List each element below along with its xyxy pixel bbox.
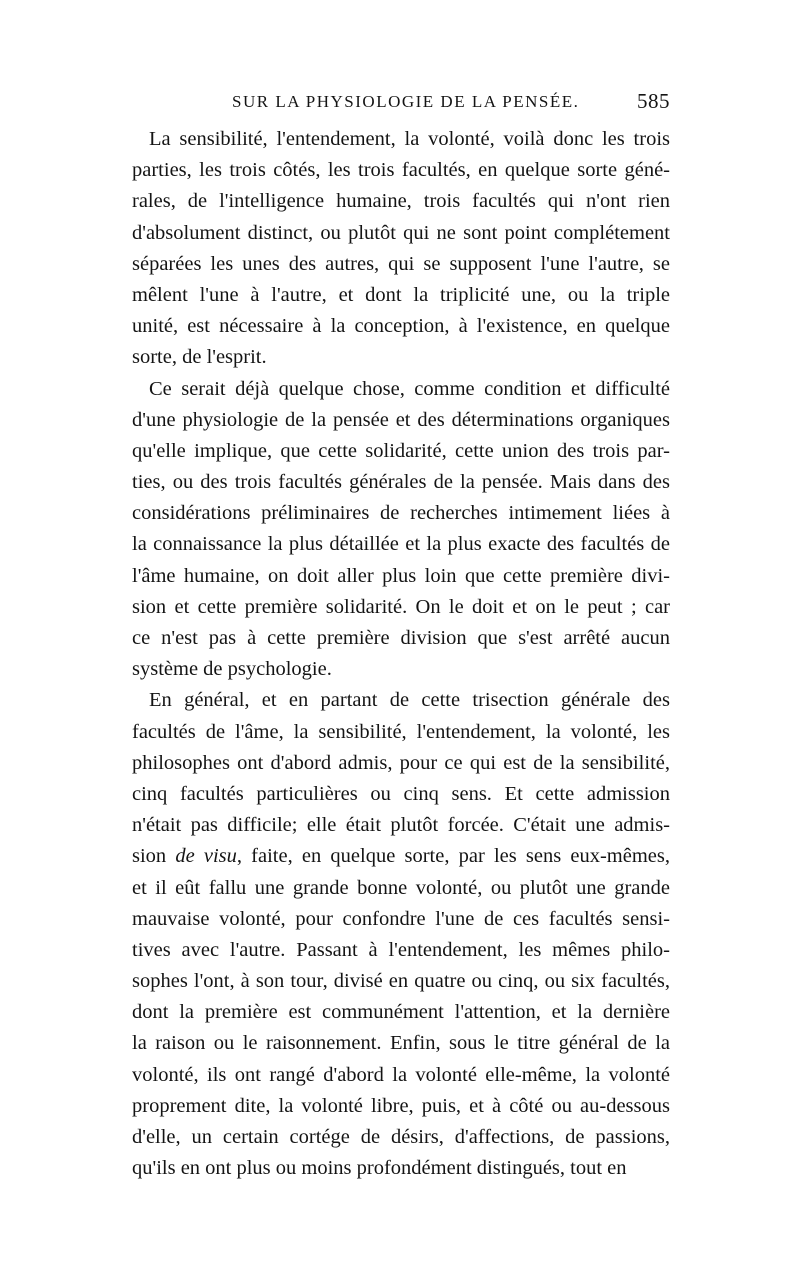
text-line: mêlent l'une à l'autre, et dont la triplicité une, ou la triple (132, 283, 670, 306)
text-line: La sensibilité, l'entendement, la volonté, voilà donc les trois (149, 128, 670, 150)
text-line: qu'ils en ont plus ou moins profondément distingués, tout en (132, 1157, 627, 1180)
text-line: qu'elle implique, que cette solidarité, cette union des trois par- (132, 439, 670, 462)
paragraph (132, 124, 670, 374)
text-line: mauvaise volonté, pour confondre l'une de ces facultés sensi- (132, 907, 670, 930)
text-line: la connaissance la plus détaillée et la plus exacte des facultés de (132, 533, 670, 556)
text-line: ce n'est pas à cette première division que s'est arrêté aucun (132, 627, 670, 649)
text-line: dont la première est communément l'attention, et la dernière (132, 1001, 670, 1024)
page-number: 585 (637, 89, 670, 113)
running-title: SUR LA PHYSIOLOGIE DE LA PENSÉE. (232, 92, 580, 111)
book-page (132, 89, 670, 1184)
text-line: unité, est nécessaire à la conception, à l'existence, en quelque (132, 315, 670, 338)
text-line: proprement dite, la volonté libre, puis, et à côté ou au-dessous (132, 1094, 670, 1117)
text-line: d'une physiologie de la pensée et des déterminations organiques (132, 408, 670, 431)
text-line: n'était pas difficile; elle était plutôt forcée. C'était une admis- (132, 814, 670, 837)
text-line: Ce serait déjà quelque chose, comme condition et difficulté (149, 377, 670, 400)
text-line: sion de visu, faite, en quelque sorte, par les sens eux-mêmes, (132, 845, 670, 868)
body-text (132, 124, 670, 1184)
text-line: volonté, ils ont rangé d'abord la volonté elle-même, la volonté (132, 1063, 670, 1086)
paragraph (132, 374, 670, 686)
text-line: tives avec l'autre. Passant à l'entendement, les mêmes philo- (132, 938, 670, 961)
text-line: rales, de l'intelligence humaine, trois facultés qui n'ont rien (132, 190, 670, 213)
text-line: l'âme humaine, on doit aller plus loin que cette première divi- (132, 564, 670, 587)
paragraph (132, 685, 670, 1184)
text-line: la raison ou le raisonnement. Enfin, sous le titre général de la (132, 1032, 670, 1055)
text-line: séparées les unes des autres, qui se supposent l'une l'autre, se (132, 252, 670, 275)
text-line: d'absolument distinct, ou plutôt qui ne sont point complétement (132, 221, 670, 244)
text-line: d'elle, un certain cortége de désirs, d'affections, de passions, (132, 1126, 670, 1148)
text-line: cinq facultés particulières ou cinq sens. Et cette admission (132, 782, 670, 805)
text-line: sion et cette première solidarité. On le doit et on le peut ; car (132, 595, 670, 618)
text-line: parties, les trois côtés, les trois facultés, en quelque sorte géné- (132, 159, 670, 182)
running-head (132, 89, 670, 122)
text-line: système de psychologie. (132, 658, 332, 681)
text-line: sophes l'ont, à son tour, divisé en quatre ou cinq, ou six facultés, (132, 970, 670, 993)
text-line: En général, et en partant de cette trisection générale des (149, 689, 670, 712)
text-line: sorte, de l'esprit. (132, 346, 267, 369)
text-line: considérations préliminaires de recherches intimement liées à (132, 502, 670, 525)
text-line: et il eût fallu une grande bonne volonté, ou plutôt une grande (132, 876, 670, 899)
text-line: philosophes ont d'abord admis, pour ce qui est de la sensibilité, (132, 751, 670, 774)
text-line: ties, ou des trois facultés générales de la pensée. Mais dans des (132, 471, 670, 494)
text-line: facultés de l'âme, la sensibilité, l'entendement, la volonté, les (132, 720, 670, 743)
